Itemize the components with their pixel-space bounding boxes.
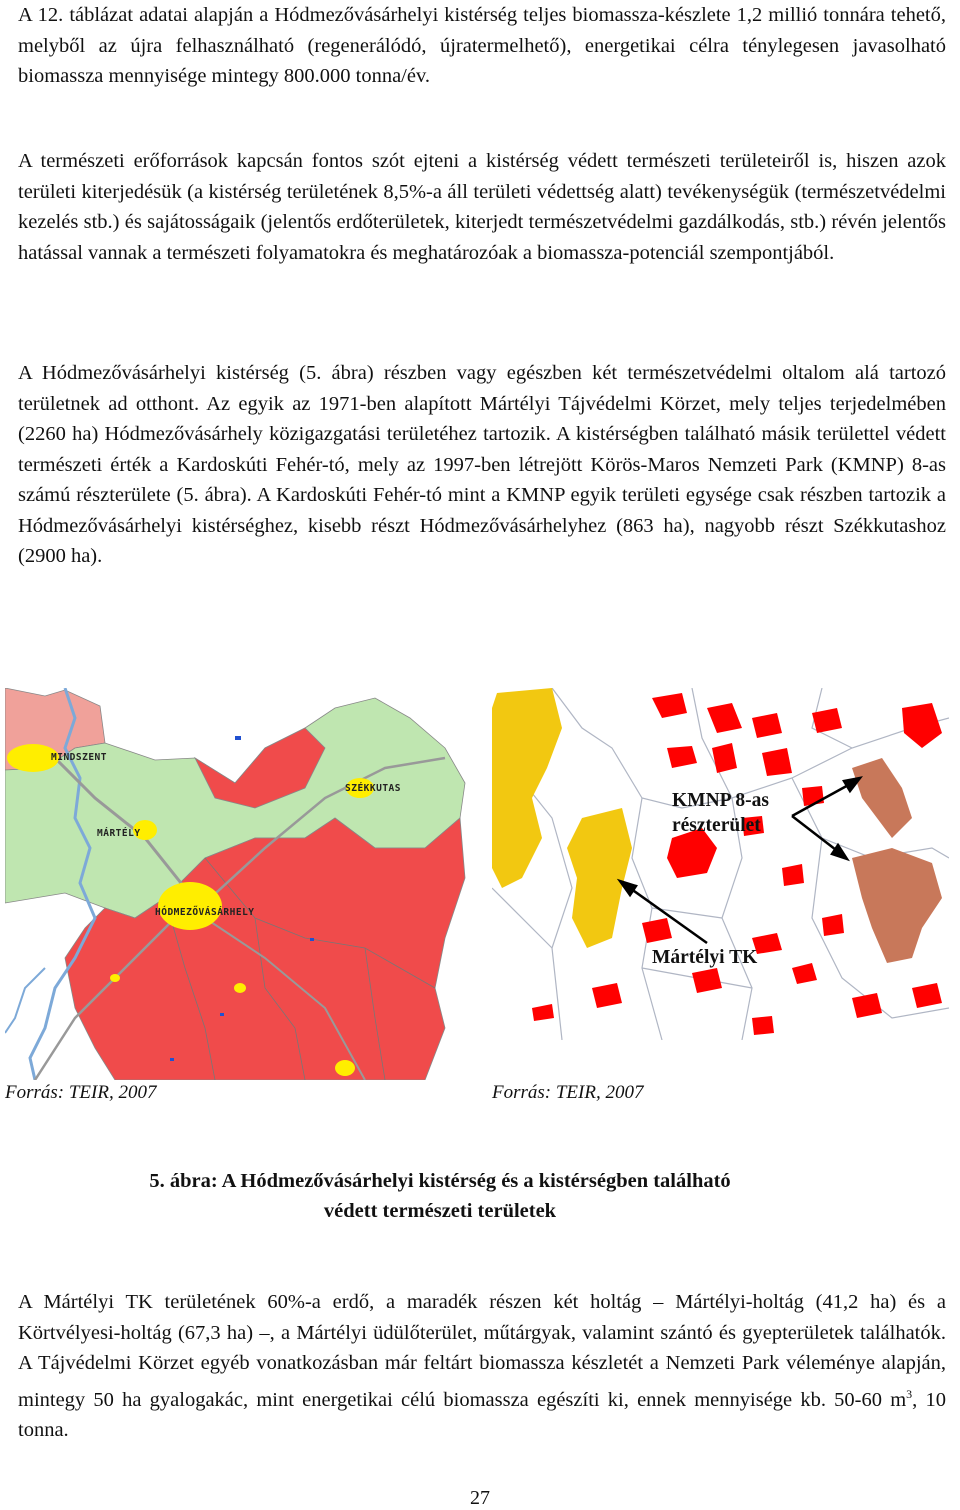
annotation-kmnp-line2: részterület [672, 815, 761, 836]
annotation-martely-tk: Mártélyi TK [652, 947, 758, 968]
page-number: 27 [470, 1487, 490, 1509]
map-label-hodmezovasarhely: HÓDMEZŐVÁSÁRHELY [155, 907, 255, 918]
paragraph-protected-areas: A természeti erőforrások kapcsán fontos szót ejteni a kistérség védett természeti területeiről is, hiszen azok területi kiterjedésük (a kistérség területének 8,5%-a áll területi védettség alatt) tevékenységük (természetvédelmi kezelés stb.) és sajátosságaik (jelentős erdőterületek, kiterjedt természetvédelmi gazdálkodás, stb.) révén jelentős hatással vannak a természeti folyamatokra és meghatározóak a biomassza-potenciál szempontjából. [18, 150, 946, 264]
figure-caption [0, 1166, 960, 1226]
paragraph-martely-kmnp: A Hódmezővásárhelyi kistérség (5. ábra) részben vagy egészben két természetvédelmi oltalom alá tartozó területnek ad otthont. Az egyik az 1971-ben alapított Mártélyi Tájvédelmi Körzet, mely teljes terjedelmében (2260 ha) Hódmezővásárhely közigazgatási területéhez tartozik. A kistérségben található másik területtel védett természeti érték a Kardoskúti Fehér-tó, mely az 1997-ben létrejött Körös-Maros Nemzeti Park (KMNP) 8-as számú részterülete (5. ábra). A Kardoskúti Fehér-tó mint a KMNP egyik területi egysége csak részben tartozik a Hódmezővásárhelyi kistérséghez, kisebb részt Hódmezővásárhelyhez (863 ha), nagyobb részt Székkutashoz (2900 ha). [18, 362, 946, 567]
map-label-szekkutas: SZÉKKUTAS [345, 783, 401, 794]
annotation-kmnp [672, 788, 769, 838]
paragraph-martely-tk-details [18, 1287, 946, 1445]
superscript-3: 3 [906, 1386, 913, 1401]
paragraph-biomass-total: A 12. táblázat adatai alapján a Hódmezővásárhelyi kistérség teljes biomassza-készlete 1,2 millió tonnára tehető, melyből az újra felhasználható (regenerálódó, újratermelhető), energetikai célra ténylegesen javasolható biomassza mennyisége mintegy 800.000 tonna/év. [18, 4, 946, 87]
map-label-martely: MÁRTÉLY [97, 828, 141, 839]
map-kisterseg-graphic [5, 688, 468, 1080]
caption-line1: 5. ábra: A Hódmezővásárhelyi kistérség és a kistérségben található [149, 1170, 731, 1192]
map-vedett-teruletek [492, 688, 949, 1040]
map-label-mindszent: MINDSZENT [51, 752, 107, 763]
map-kisterseg [5, 688, 468, 1080]
paragraph-4-end: , 10 tonna. [18, 1388, 947, 1441]
source-left: Forrás: TEIR, 2007 [5, 1082, 157, 1103]
annotation-kmnp-line1: KMNP 8-as [672, 790, 769, 811]
source-right: Forrás: TEIR, 2007 [492, 1082, 644, 1103]
map-vedett-graphic [492, 688, 949, 1040]
paragraph-4-main: A Mártélyi TK területének 60%-a erdő, a maradék részen két holtág – Mártélyi-holtág (41,2 ha) és a Körtvélyesi-holtág (67,3 ha) –, a Mártélyi üdülőterület, műtárgyak, valamint szántó és gyepterületek találhatók. A Tájvédelmi Körzet egyéb vonatkozásban már feltárt biomassza készletét a Nemzeti Park véleménye alapján, mintegy 50 ha gyalogakác, mint energetikai célú biomassza egészíti ki, ennek mennyisége kb. 50-60 m [18, 1291, 946, 1411]
caption-line2: védett természeti területek [323, 1200, 557, 1222]
